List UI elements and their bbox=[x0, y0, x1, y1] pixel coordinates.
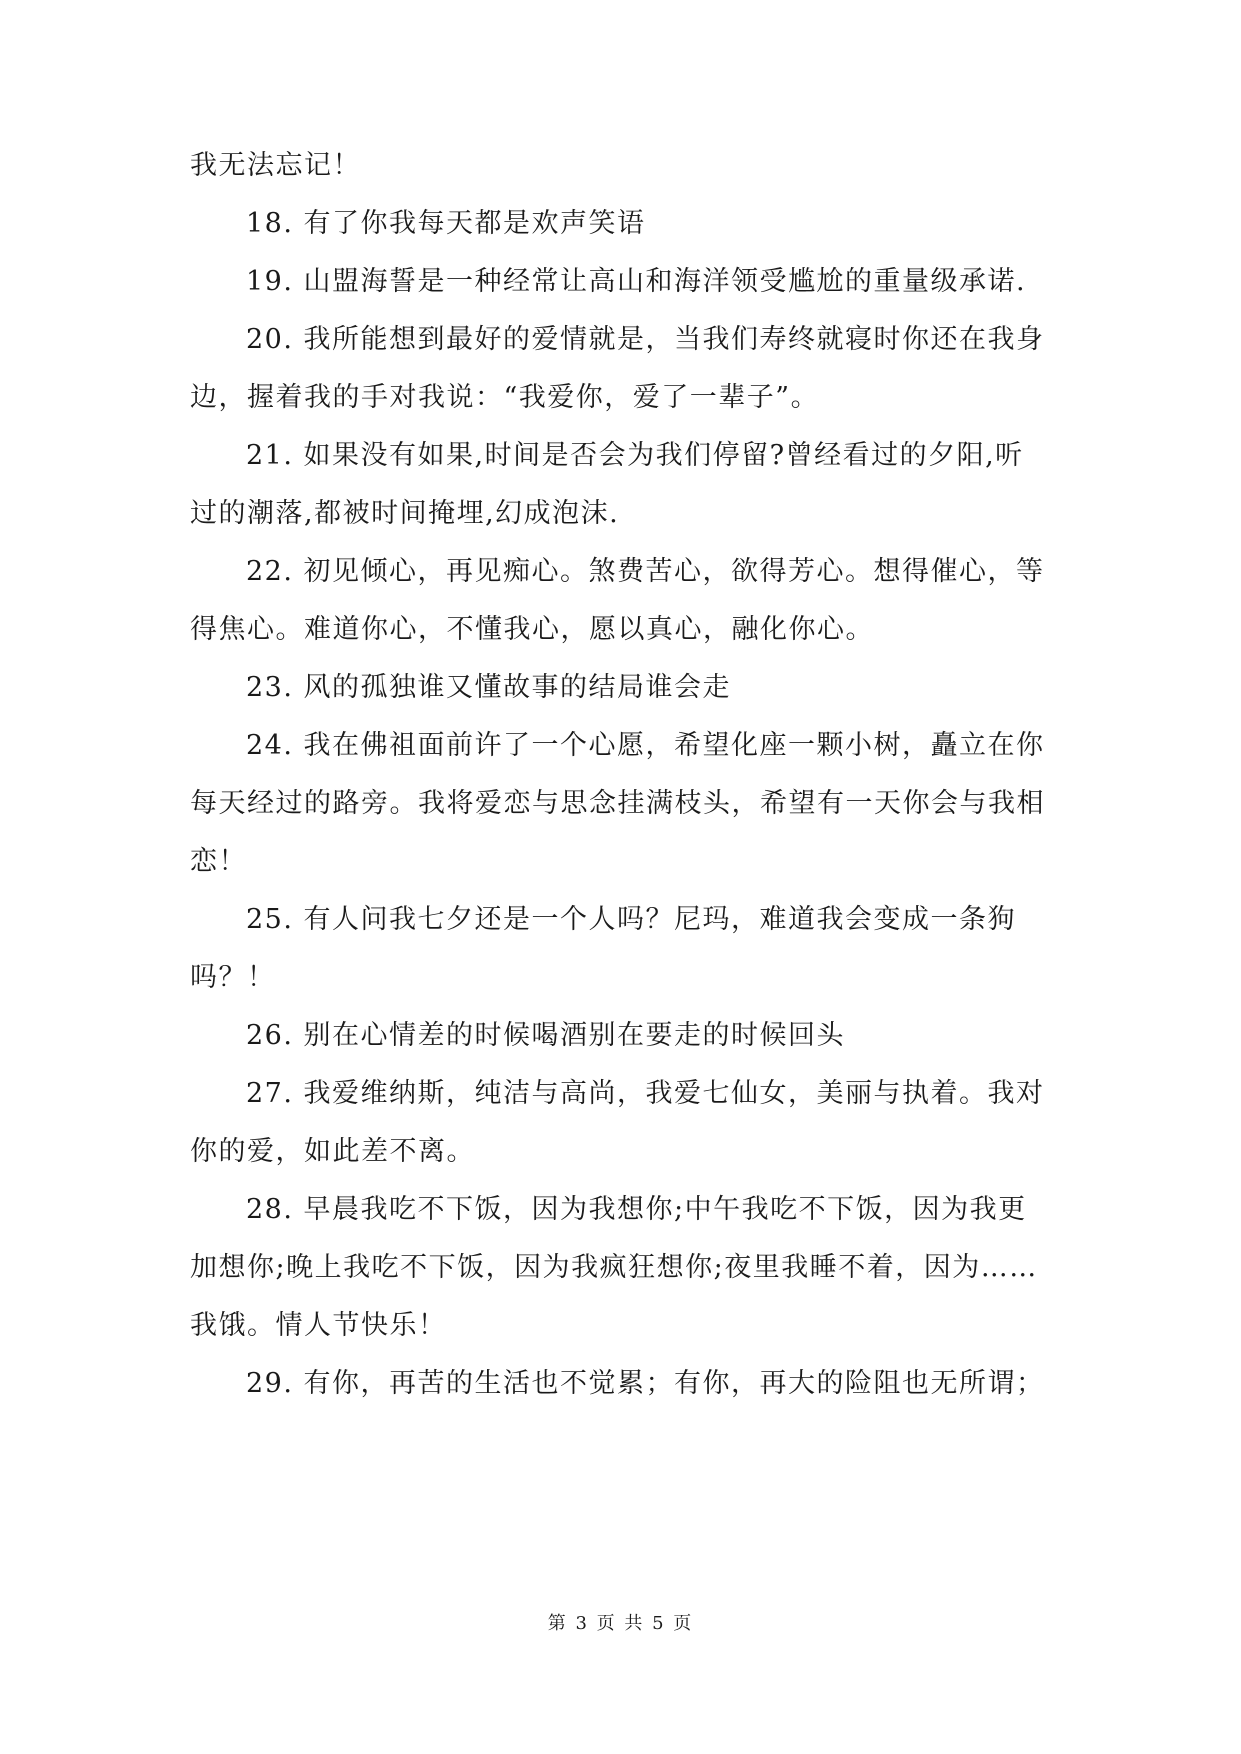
paragraph-line: 边，握着我的手对我说：“我爱你，爱了一辈子”。 bbox=[190, 382, 820, 413]
paragraph-line: 恋！ bbox=[190, 846, 247, 877]
paragraph-line: 26. 别在心情差的时候喝酒别在要走的时候回头 bbox=[246, 1020, 846, 1051]
paragraph-line: 25. 有人问我七夕还是一个人吗？尼玛，难道我会变成一条狗 bbox=[246, 904, 1017, 935]
paragraph-line: 我无法忘记！ bbox=[190, 150, 361, 181]
paragraph-line: 28. 早晨我吃不下饭，因为我想你;中午我吃不下饭，因为我更 bbox=[246, 1194, 1027, 1225]
paragraph-line: 每天经过的路旁。我将爱恋与思念挂满枝头，希望有一天你会与我相 bbox=[190, 788, 1045, 819]
paragraph-line: 24. 我在佛祖面前许了一个心愿，希望化座一颗小树，矗立在你 bbox=[246, 730, 1045, 761]
paragraph-line: 29. 有你，再苦的生活也不觉累；有你，再大的险阻也无所谓； bbox=[246, 1368, 1045, 1399]
paragraph-line: 得焦心。难道你心，不懂我心，愿以真心，融化你心。 bbox=[190, 614, 874, 645]
paragraph-line: 22. 初见倾心，再见痴心。煞费苦心，欲得芳心。想得催心，等 bbox=[246, 556, 1045, 587]
paragraph-line: 过的潮落,都被时间掩埋,幻成泡沫. bbox=[190, 498, 620, 529]
paragraph-line: 18. 有了你我每天都是欢声笑语 bbox=[246, 208, 646, 239]
paragraph-line: 23. 风的孤独谁又懂故事的结局谁会走 bbox=[246, 672, 732, 703]
paragraph-line: 你的爱，如此差不离。 bbox=[190, 1136, 475, 1167]
paragraph-line: 27. 我爱维纳斯，纯洁与高尚，我爱七仙女，美丽与执着。我对 bbox=[246, 1078, 1045, 1109]
paragraph-line: 加想你;晚上我吃不下饭，因为我疯狂想你;夜里我睡不着，因为…… bbox=[190, 1252, 1038, 1283]
paragraph-line: 我饿。情人节快乐！ bbox=[190, 1310, 447, 1341]
paragraph-line: 19. 山盟海誓是一种经常让高山和海洋领受尴尬的重量级承诺. bbox=[246, 266, 1027, 297]
paragraph-line: 21. 如果没有如果,时间是否会为我们停留?曾经看过的夕阳,听 bbox=[246, 440, 1024, 471]
paragraph-line: 20. 我所能想到最好的爱情就是，当我们寿终就寝时你还在我身 bbox=[246, 324, 1045, 355]
paragraph-line: 吗？！ bbox=[190, 962, 276, 993]
page-number-footer: 第 3 页 共 5 页 bbox=[547, 1613, 694, 1634]
